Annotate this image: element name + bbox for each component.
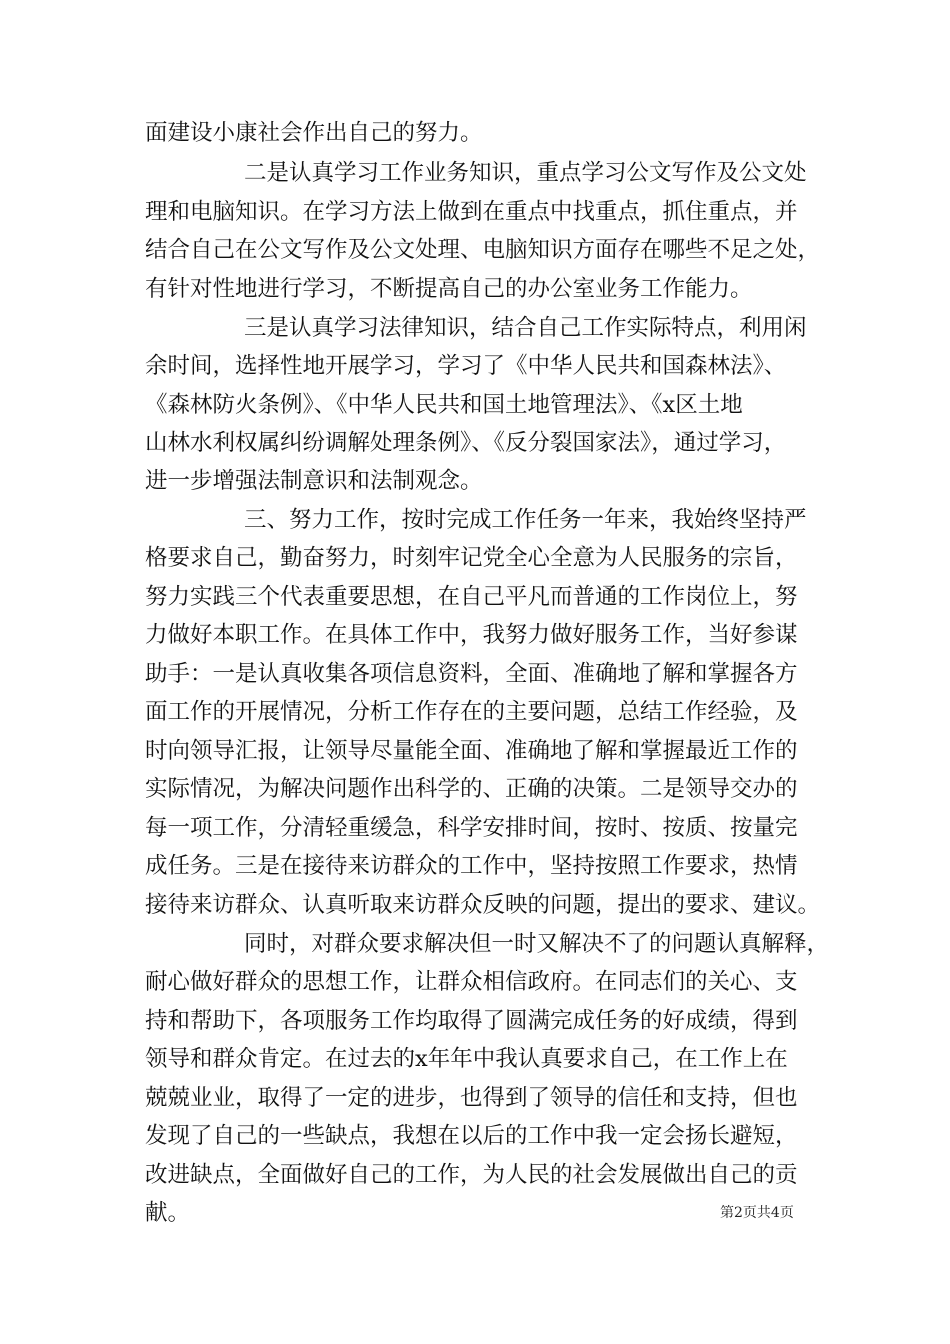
body-line: 《森林防火条例》、《中华人民共和国土地管理法》、《x区土地 — [145, 392, 743, 418]
page-number-footer: 第2页共4页 — [720, 1205, 794, 1221]
body-line: 持和帮助下，各项服务工作均取得了圆满完成任务的好成绩，得到 — [145, 1008, 798, 1034]
body-line: 耐心做好群众的思想工作，让群众相信政府。在同志们的关心、支 — [145, 969, 798, 995]
paragraph-first-line: 同时，对群众要求解决但一时又解决不了的问题认真解释， — [244, 931, 830, 957]
body-line: 兢兢业业，取得了一定的进步，也得到了领导的信任和支持，但也 — [145, 1085, 798, 1111]
paragraph-first-line: 三、努力工作，按时完成工作任务一年来，我始终坚持严 — [244, 507, 807, 533]
body-line: 力做好本职工作。在具体工作中，我努力做好服务工作，当好参谋 — [145, 622, 798, 648]
body-line: 时向领导汇报，让领导尽量能全面、准确地了解和掌握最近工作的 — [145, 738, 798, 764]
body-line: 有针对性地进行学习，不断提高自己的办公室业务工作能力。 — [145, 276, 753, 302]
body-line: 改进缺点，全面做好自己的工作，为人民的社会发展做出自己的贡 — [145, 1162, 798, 1188]
body-line: 实际情况，为解决问题作出科学的、正确的决策。二是领导交办的 — [145, 776, 798, 802]
body-line: 面建设小康社会作出自己的努力。 — [145, 120, 483, 146]
body-line: 接待来访群众、认真听取来访群众反映的问题，提出的要求、建议。 — [145, 892, 821, 918]
body-line: 每一项工作，分清轻重缓急，科学安排时间，按时、按质、按量完 — [145, 815, 798, 841]
body-line: 面工作的开展情况，分析工作存在的主要问题，总结工作经验，及 — [145, 699, 798, 725]
body-line: 理和电脑知识。在学习方法上做到在重点中找重点，抓住重点，并 — [145, 199, 798, 225]
body-line: 发现了自己的一些缺点，我想在以后的工作中我一定会扬长避短， — [145, 1123, 798, 1149]
paragraph-first-line: 二是认真学习工作业务知识，重点学习公文写作及公文处 — [244, 160, 807, 186]
paragraph-first-line: 三是认真学习法律知识，结合自己工作实际特点，利用闲 — [244, 315, 807, 341]
body-line: 余时间，选择性地开展学习，学习了《中华人民共和国森林法》、 — [145, 353, 787, 379]
body-line: 进一步增强法制意识和法制观念。 — [145, 468, 483, 494]
body-line: 成任务。三是在接待来访群众的工作中，坚持按照工作要求，热情 — [145, 853, 798, 879]
body-line: 献。 — [145, 1200, 191, 1226]
body-line: 格要求自己，勤奋努力，时刻牢记党全心全意为人民服务的宗旨， — [145, 545, 798, 571]
body-line: 山林水利权属纠纷调解处理条例》、《反分裂国家法》，通过学习， — [145, 430, 787, 456]
body-line: 努力实践三个代表重要思想，在自己平凡而普通的工作岗位上，努 — [145, 584, 798, 610]
body-line: 助手：一是认真收集各项信息资料，全面、准确地了解和掌握各方 — [145, 661, 798, 687]
body-line: 结合自己在公文写作及公文处理、电脑知识方面存在哪些不足之处， — [145, 237, 821, 263]
body-line: 领导和群众肯定。在过去的x年年中我认真要求自己，在工作上在 — [145, 1046, 788, 1072]
